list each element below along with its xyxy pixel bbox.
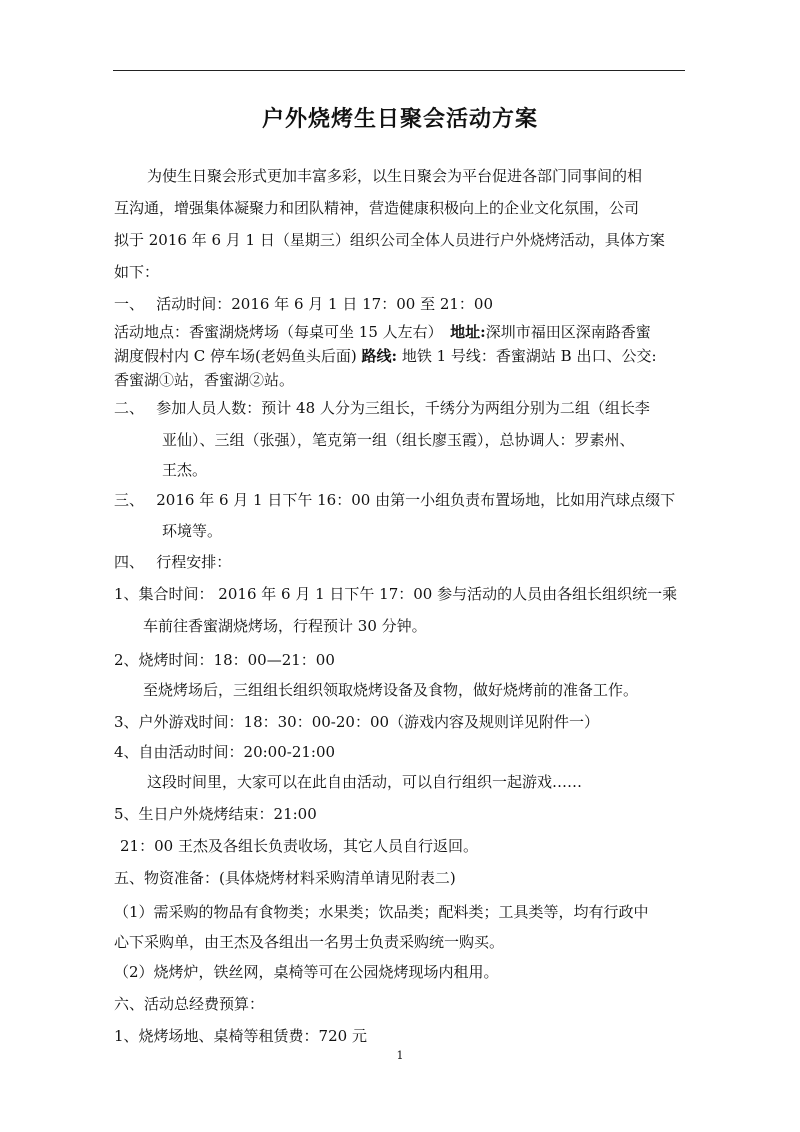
section-6-heading: 六、活动总经费预算： [114, 995, 265, 1013]
header-rule [113, 70, 685, 71]
item-3: 3、户外游戏时间：18：30：00-20：00（游戏内容及规则详见附件一） [114, 713, 600, 731]
item-5-line-2: 21：00 王杰及各组长负责收场，其它人员自行返回。 [120, 837, 478, 855]
section-2-line-2: 亚仙）、三组（张强），笔克第一组（组长廖玉霞），总协调人：罗素州、 [162, 431, 635, 449]
item-2-line-2: 至烧烤场后，三组组长组织领取烧烤设备及食物，做好烧烤前的准备工作。 [143, 681, 639, 699]
section-1-time: 一、 活动时间：2016 年 6 月 1 日 17：00 至 21：00 [114, 295, 494, 313]
section-6-item-1: 1、烧烤场地、桌椅等租赁费：720 元 [114, 1027, 367, 1045]
intro-line-4: 如下： [114, 263, 160, 281]
item-1-line-2: 车前往香蜜湖烧烤场，行程预计 30 分钟。 [143, 617, 427, 635]
section-4-heading: 四、 行程安排： [114, 553, 232, 571]
item-1-line-1: 1、集合时间： 2016 年 6 月 1 日下午 17：00 参与活动的人员由各组长组织统一乘 [114, 585, 678, 603]
section-3-line-1: 三、 2016 年 6 月 1 日下午 16：00 由第一小组负责布置场地，比如用汽球点缀下 [114, 491, 676, 509]
section-5-p1-line-2: 心下采购单，由王杰及各组出一名男士负责采购统一购买。 [114, 933, 505, 951]
section-5-p2: （2）烧烤炉，铁丝网，桌椅等可在公园烧烤现场内租用。 [114, 963, 499, 981]
section-2-line-3: 王杰。 [162, 461, 208, 479]
section-3-line-2: 环境等。 [162, 522, 223, 540]
item-5-line-1: 5、生日户外烧烤结束：21:00 [114, 805, 317, 823]
item-2-line-1: 2、烧烤时间：18：00—21：00 [114, 651, 335, 669]
route-text: 地铁 1 号线：香蜜湖站 B 出口、公交: [397, 347, 657, 365]
location-line-3: 香蜜湖①站，香蜜湖②站。 [114, 371, 295, 389]
item-4-line-1: 4、自由活动时间：20:00-21:00 [114, 743, 336, 761]
route-label: 路线: [361, 347, 398, 365]
intro-line-2: 互沟通，增强集体凝聚力和团队精神，营造健康积极向上的企业文化氛围，公司 [114, 199, 640, 217]
section-5-p1-line-1: （1）需采购的物品有食物类；水果类；饮品类；配料类；工具类等，均有行政中 [114, 903, 649, 921]
section-5-heading: 五、物资准备：(具体烧烤材料采购清单请见附表二) [114, 869, 456, 887]
address-text: 深圳市福田区深南路香蜜 [485, 323, 651, 341]
location-line-2 [114, 346, 657, 366]
section-2-line-1: 二、 参加人员人数：预计 48 人分为三组长，千绣分为两组分别为二组（组长李 [114, 399, 650, 417]
location-line-1 [114, 322, 651, 342]
intro-line-1: 为使生日聚会形式更加丰富多彩，以生日聚会为平台促进各部门同事间的相 [147, 167, 643, 185]
location-label: 活动地点：香蜜湖烧烤场（每桌可坐 15 人左右） [114, 323, 451, 341]
page-number: 1 [396, 1049, 404, 1062]
item-4-line-2: 这段时间里，大家可以在此自由活动，可以自行组织一起游戏…… [147, 773, 583, 791]
address-cont: 湖度假村内 C 停车场(老妈鱼头后面) [114, 347, 362, 365]
address-label: 地址: [450, 323, 486, 341]
intro-line-3: 拟于 2016 年 6 月 1 日（星期三）组织公司全体人员进行户外烧烤活动，具体方案 [114, 231, 665, 249]
document-title: 户外烧烤生日聚会活动方案 [261, 107, 538, 132]
